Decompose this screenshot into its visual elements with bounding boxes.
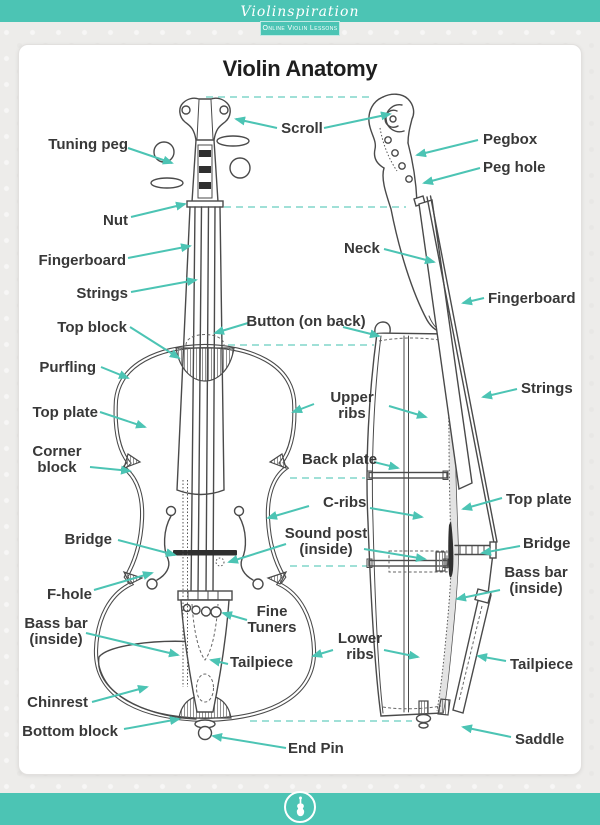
label-nut: Nut — [103, 212, 128, 229]
label-bridge-right: Bridge — [523, 535, 571, 552]
label-neck: Neck — [344, 240, 380, 257]
page-title: Violin Anatomy — [222, 56, 378, 81]
brand-logo: Violinspiration — [240, 3, 360, 20]
label-button: Button (on back) — [246, 313, 366, 330]
label-saddle: Saddle — [515, 731, 565, 748]
label-tuning-peg: Tuning peg — [48, 136, 128, 153]
side-view-drawing — [367, 94, 497, 728]
label-c-ribs: C-ribs — [323, 494, 367, 511]
nut-front — [187, 201, 223, 207]
button-dome-dashed — [186, 335, 224, 346]
label-purfling: Purfling — [39, 359, 96, 376]
front-scroll — [180, 98, 230, 140]
tailpiece-side — [453, 589, 491, 713]
front-pegbox — [192, 140, 218, 202]
label-sound-post: Sound post (inside) — [284, 525, 368, 558]
label-bass-bar-left: Bass bar (inside) — [24, 615, 88, 648]
label-strings-left: Strings — [76, 285, 128, 302]
label-strings-right: Strings — [521, 380, 573, 397]
label-lower-ribs: Lower ribs — [337, 630, 383, 663]
label-top-plate-right: Top plate — [506, 491, 572, 508]
bridge-side — [455, 542, 496, 558]
footer-violin-badge — [284, 791, 316, 823]
label-f-hole: F-hole — [47, 586, 92, 603]
button-side — [375, 322, 390, 333]
label-bottom-block: Bottom block — [22, 723, 118, 740]
label-bass-bar-right: Bass bar (inside) — [504, 564, 568, 597]
label-scroll: Scroll — [281, 120, 323, 137]
end-pin-front — [195, 720, 215, 740]
label-end-pin: End Pin — [288, 740, 344, 757]
label-back-plate: Back plate — [302, 451, 378, 468]
end-pin-side — [417, 701, 431, 728]
label-chinrest: Chinrest — [27, 694, 88, 711]
label-bridge-left: Bridge — [64, 531, 112, 548]
label-corner-block: Corner block — [32, 443, 82, 476]
label-tailpiece-mid: Tailpiece — [230, 654, 294, 671]
label-pegbox: Pegbox — [483, 131, 538, 148]
label-tailpiece-right: Tailpiece — [510, 656, 574, 673]
tagline-badge: Online Violin Lessons — [260, 21, 340, 36]
side-scroll — [369, 94, 414, 171]
tuning-pegs — [151, 136, 250, 188]
label-fingerboard-right: Fingerboard — [488, 290, 576, 307]
label-top-plate-left: Top plate — [32, 404, 98, 421]
violin-icon — [294, 796, 307, 818]
label-fingerboard-left: Fingerboard — [38, 252, 126, 269]
label-top-block: Top block — [57, 319, 127, 336]
label-fine-tuners: Fine Tuners — [247, 603, 297, 636]
label-peg-hole: Peg hole — [483, 159, 546, 176]
label-upper-ribs: Upper ribs — [330, 389, 374, 422]
